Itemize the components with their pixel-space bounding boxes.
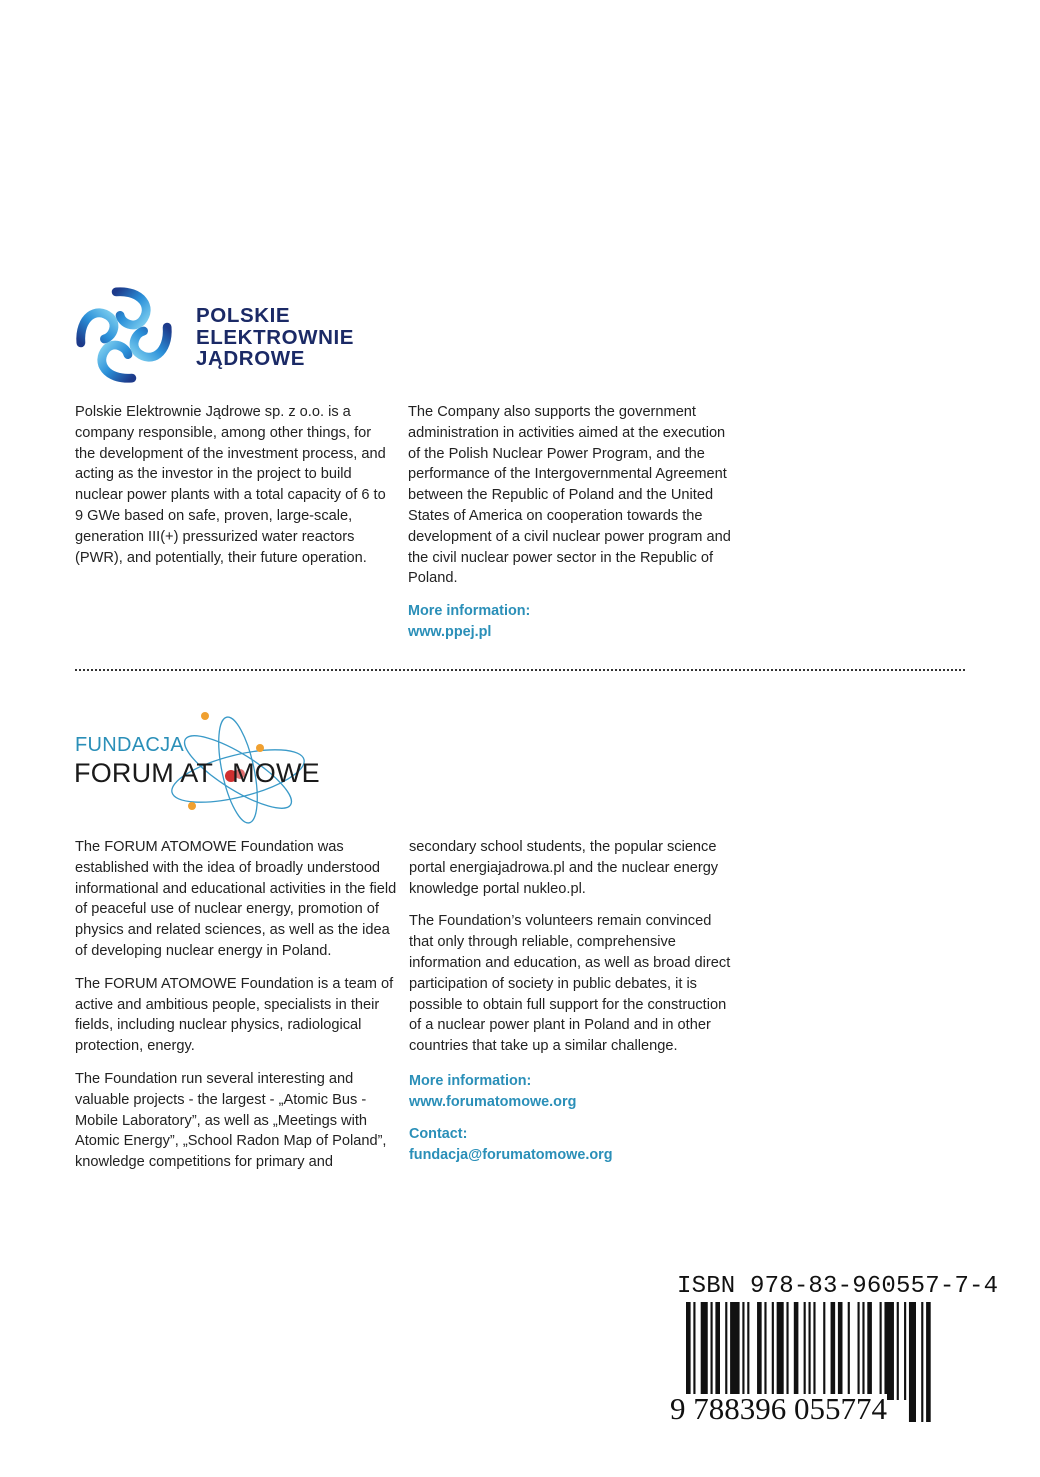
barcode-bar	[858, 1302, 860, 1400]
pej-logo-line-2: ELEKTROWNIE	[196, 325, 355, 349]
barcode-bar	[777, 1302, 784, 1400]
forum-paragraph-4: secondary school students, the popular science portal energiajadrowa.pl and the nuclear energy knowledge portal nukleo.pl.	[409, 839, 719, 897]
forum-description-left-column	[75, 837, 401, 1173]
barcode-bar	[823, 1302, 825, 1400]
barcode-bar	[730, 1302, 740, 1400]
barcode-bar	[880, 1302, 882, 1400]
barcode-bar	[897, 1302, 899, 1400]
barcode-bar	[848, 1302, 850, 1400]
barcode-bar	[904, 1302, 906, 1400]
pej-logo-wordmark	[196, 305, 354, 370]
pej-logo	[74, 286, 174, 384]
forum-email-link[interactable]: fundacja@forumatomowe.org	[409, 1146, 613, 1163]
barcode-bar	[701, 1302, 708, 1400]
barcode-bar	[747, 1302, 749, 1400]
barcode-bar	[926, 1302, 931, 1422]
barcode-bar	[725, 1302, 727, 1400]
forum-contact-label: Contact:	[409, 1125, 468, 1142]
barcode-bar	[838, 1302, 843, 1400]
barcode-bar	[867, 1302, 872, 1400]
pej-description-left: Polskie Elektrownie Jądrowe sp. z o.o. is a company responsible, among other things, for the development of the investment process, and acting as the investor in the project to build nuclear power plants with a total capacity of 6 to 9 GWe based on safe, proven, large-scale, generation III(+) pressurized water reactors (PWR), and potentially, their future operation.	[75, 404, 386, 566]
barcode-bar	[884, 1302, 894, 1400]
forum-logo-bottom-a: FORUM AT	[74, 758, 214, 788]
barcode-bar	[813, 1302, 815, 1400]
barcode-bar	[794, 1302, 799, 1400]
barcode-bar	[757, 1302, 762, 1400]
barcode-bar	[715, 1302, 720, 1400]
barcode-bar	[921, 1302, 923, 1422]
forum-website-link[interactable]: www.forumatomowe.org	[409, 1093, 577, 1110]
pej-more-info-label: More information:	[408, 603, 531, 620]
pej-logo-line-1: POLSKIE	[196, 304, 291, 327]
barcode-bar	[742, 1302, 744, 1400]
pej-description-right-column	[408, 402, 732, 643]
forum-more-info-label: More information:	[409, 1072, 532, 1089]
barcode-bar	[909, 1302, 916, 1422]
barcode	[668, 1302, 960, 1424]
forum-logo-bottom	[74, 758, 320, 789]
barcode-bar	[862, 1302, 864, 1400]
forum-logo-bottom-b: MOWE	[232, 758, 320, 788]
forum-logo	[74, 708, 324, 830]
forum-description-right-column	[409, 837, 735, 1166]
forum-paragraph-2: The FORUM ATOMOWE Foundation is a team of active and ambitious people, specialists in their fields, including nuclear physics, radiological protection, energy.	[75, 975, 394, 1055]
section-divider	[75, 669, 965, 671]
pej-website-link[interactable]: www.ppej.pl	[408, 624, 492, 641]
barcode-bar	[831, 1302, 836, 1400]
forum-logo-top: FUNDACJA	[75, 734, 185, 756]
barcode-bar	[711, 1302, 713, 1400]
barcode-bar	[764, 1302, 766, 1400]
pej-logo-line-3: JĄDROWE	[196, 347, 305, 370]
forum-paragraph-5: The Foundation’s volunteers remain convinced that only through reliable, comprehensive information and education, as well as broad direct participation of society in public debates, it is possible to obtain full support for the construction of a nuclear power plant in Poland and in other countries that take up a similar challenge.	[409, 913, 731, 1055]
forum-paragraph-1: The FORUM ATOMOWE Foundation was established with the idea of broadly understood informational and educational activities in the field of peaceful use of nuclear energy, promotion of physics and related sciences, as well as the idea of developing nuclear energy in Poland.	[75, 839, 397, 959]
forum-paragraph-3: The Foundation run several interesting and valuable projects - the largest - „Atomic Bus - Mobile Laboratory”, as well as „Meetings with Atomic Energy”, „School Radon Map of Poland”, knowledge competitions for primary and	[75, 1070, 387, 1171]
barcode-bar	[772, 1302, 774, 1400]
pej-description-right: The Company also supports the government administration in activities aimed at the execution of the Polish Nuclear Power Program, and the performance of the Intergovernmental Agreement between the Republic of Poland and the United States of America on cooperation towards the development of a civil nuclear power program and the civil nuclear power sector in the Republic of Poland.	[408, 404, 731, 587]
isbn-number: ISBN 978-83-960557-7-4	[677, 1273, 999, 1300]
barcode-digits: 9 788396 055774	[670, 1391, 887, 1426]
pej-knot-icon	[74, 286, 174, 384]
barcode-bar	[786, 1302, 788, 1400]
